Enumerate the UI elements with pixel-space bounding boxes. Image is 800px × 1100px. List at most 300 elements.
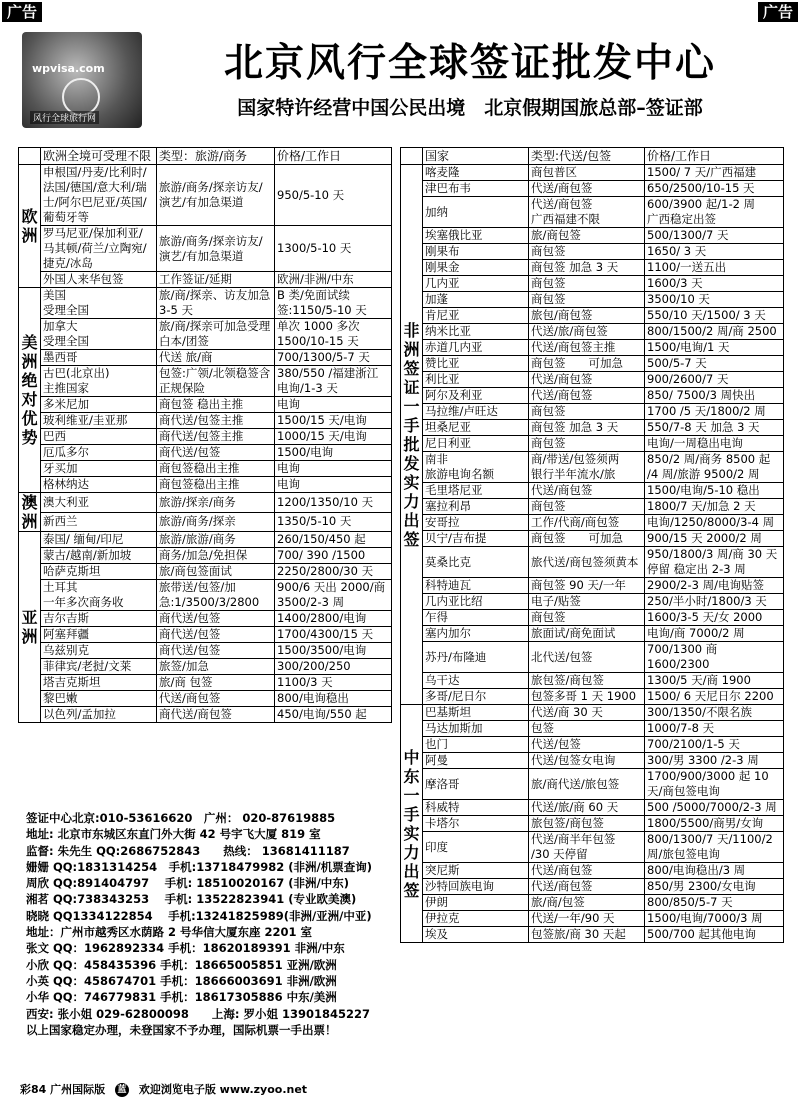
type-cell: 商包签 加急 3 天 <box>529 260 645 276</box>
header-blank-cell <box>19 148 41 165</box>
price-cell: 700/1300/5-7 天 <box>275 350 392 366</box>
table-row <box>401 197 784 228</box>
table-row <box>401 626 784 642</box>
price-cell: B 类/免面试续签:1150/5-10 天 <box>275 288 392 319</box>
table-row <box>19 272 392 288</box>
country-cell: 加拿大 受理全国 <box>41 319 157 350</box>
logo-brand: 风行全球旅行网 <box>30 111 99 124</box>
footer-paper: 广州国际版 <box>50 1083 106 1096</box>
logo-site: wpvisa.com <box>32 62 105 75</box>
table-row <box>19 319 392 350</box>
price-cell: 950/5-10 天 <box>275 165 392 226</box>
type-cell: 旅/商/探亲、访友加急 3-5 天 <box>157 288 275 319</box>
country-cell: 厄瓜多尔 <box>41 445 157 461</box>
type-cell: 包签旅/商 30 天起 <box>529 927 645 943</box>
country-cell: 赞比亚 <box>423 356 529 372</box>
price-cell: 1700/4300/15 天 <box>275 627 392 643</box>
country-cell: 澳大利亚 <box>41 493 157 513</box>
type-cell: 旅带送/包签/加急:1/3500/3/2800 <box>157 580 275 611</box>
table-row <box>401 420 784 436</box>
header-cell: 价格/工作日 <box>275 148 392 165</box>
country-cell: 牙买加 <box>41 461 157 477</box>
table-row <box>401 879 784 895</box>
price-cell: 550/7-8 天 加急 3 天 <box>645 420 784 436</box>
price-cell: 电询/商 7000/2 周 <box>645 626 784 642</box>
price-cell: 500/700 起其他电询 <box>645 927 784 943</box>
table-row <box>19 691 392 707</box>
price-cell: 1500/电询/1 天 <box>645 340 784 356</box>
country-cell: 吉尔吉斯 <box>41 611 157 627</box>
header-blank-cell <box>401 148 423 165</box>
type-cell: 包签多哥 1 天 1900 <box>529 689 645 705</box>
price-cell: 2900/2-3 周/电询贴签 <box>645 578 784 594</box>
country-cell: 乌干达 <box>423 673 529 689</box>
country-cell: 黎巴嫩 <box>41 691 157 707</box>
table-row <box>19 643 392 659</box>
table-row <box>19 165 392 226</box>
price-cell: 1000/7-8 天 <box>645 721 784 737</box>
type-cell: 商/带送/包签须两 银行半年流水/旅 <box>529 452 645 483</box>
type-cell: 北代送/包签 <box>529 642 645 673</box>
table-row <box>19 477 392 493</box>
type-cell: 代送/商包签 <box>529 879 645 895</box>
price-cell: 1500/电询/7000/3 周 <box>645 911 784 927</box>
country-cell: 加纳 <box>423 197 529 228</box>
table-row <box>401 165 784 181</box>
price-cell: 1100/一送五出 <box>645 260 784 276</box>
price-cell: 600/3900 起/1-2 周 广西稳定出签 <box>645 197 784 228</box>
country-cell: 苏丹/布隆迪 <box>423 642 529 673</box>
header-cell: 欧洲全境可受理不限 <box>41 148 157 165</box>
type-cell: 旅签/加急 <box>157 659 275 675</box>
contact-line: 小欣 QQ：458435396 手机：18665005851 亚洲/欧洲 <box>26 957 337 972</box>
table-row <box>401 927 784 943</box>
price-cell: 650/2500/10-15 天 <box>645 181 784 197</box>
price-cell: 900/15 天 2000/2 周 <box>645 531 784 547</box>
type-cell: 商代送/包签 <box>157 627 275 643</box>
country-cell: 喀麦隆 <box>423 165 529 181</box>
country-cell: 摩洛哥 <box>423 769 529 800</box>
price-cell: 260/150/450 起 <box>275 532 392 548</box>
type-cell: 旅/商/包签 <box>529 895 645 911</box>
table-row <box>401 356 784 372</box>
table-row <box>401 181 784 197</box>
type-cell: 代送/商半年包签 /30 天停留 <box>529 832 645 863</box>
type-cell: 商代送/包签 <box>157 611 275 627</box>
price-cell: 欧洲/非洲/中东 <box>275 272 392 288</box>
price-cell: 1500/15 天/电询 <box>275 413 392 429</box>
country-cell: 乍得 <box>423 610 529 626</box>
price-cell: 700/ 390 /1500 <box>275 548 392 564</box>
country-cell: 塞拉利昂 <box>423 499 529 515</box>
table-row <box>401 244 784 260</box>
table-row <box>19 350 392 366</box>
table-row <box>19 611 392 627</box>
ad-label-right: 广告 <box>758 2 798 22</box>
type-cell: 旅/商代送/旅包签 <box>529 769 645 800</box>
table-row <box>401 531 784 547</box>
country-cell: 莫桑比克 <box>423 547 529 578</box>
price-cell: 1400/2800/电询 <box>275 611 392 627</box>
country-cell: 玻利维亚/圭亚那 <box>41 413 157 429</box>
price-cell: 电询/1250/8000/3-4 周 <box>645 515 784 531</box>
price-cell: 1800/7 天/加急 2 天 <box>645 499 784 515</box>
country-cell: 塞内加尔 <box>423 626 529 642</box>
country-cell: 突尼斯 <box>423 863 529 879</box>
table-row <box>19 548 392 564</box>
country-cell: 新西兰 <box>41 512 157 532</box>
contact-line: 签证中心北京:010-53616620 广州： 020-87619885 <box>26 811 336 825</box>
type-cell: 旅/商包签 <box>529 228 645 244</box>
contact-line: 湘茗 QQ:738343253 手机: 13522823941 (专业欧美澳) <box>26 892 357 907</box>
country-cell: 多米尼加 <box>41 397 157 413</box>
country-cell: 外国人来华包签 <box>41 272 157 288</box>
type-cell: 旅游/商务/探亲 <box>157 512 275 532</box>
type-cell: 电子/贴签 <box>529 594 645 610</box>
country-cell: 塔吉克斯坦 <box>41 675 157 691</box>
type-cell: 代送/商包签主推 <box>529 340 645 356</box>
table-row <box>19 627 392 643</box>
price-cell: 950/1800/3 周/商 30 天 停留 稳定出 2-3 周 <box>645 547 784 578</box>
country-cell: 马拉维/卢旺达 <box>423 404 529 420</box>
contact-line: 以上国家稳定办理，未登国家不予办理，国际机票一手出票！ <box>26 1022 337 1037</box>
type-cell: 商包签 90 天/一年 <box>529 578 645 594</box>
price-cell: 850/男 2300/女电询 <box>645 879 784 895</box>
table-row <box>401 642 784 673</box>
type-cell: 旅包/商包签 <box>529 308 645 324</box>
type-cell: 代送/商包签 <box>529 372 645 388</box>
type-cell: 代送/商 30 天 <box>529 705 645 721</box>
contact-line: 地址：广州市越秀区水荫路 2 号华信大厦东座 2201 室 <box>26 925 313 940</box>
table-row <box>401 515 784 531</box>
type-cell: 旅/商/探亲可加急受理白本/团签 <box>157 319 275 350</box>
header-cell: 价格/工作日 <box>645 148 784 165</box>
contact-line: 小英 QQ：458674701 手机：18666003691 非洲/欧洲 <box>26 973 337 988</box>
country-cell: 加蓬 <box>423 292 529 308</box>
region-label: 澳 洲 <box>19 493 41 532</box>
table-row <box>401 594 784 610</box>
region-label: 亚 洲 <box>19 532 41 723</box>
country-cell: 刚果布 <box>423 244 529 260</box>
page-subtitle: 国家特许经营中国公民出境 北京假期国旅总部–签证部 <box>237 97 703 119</box>
price-cell: 300/男 3300 /2-3 周 <box>645 753 784 769</box>
price-cell: 3500/10 天 <box>645 292 784 308</box>
table-row <box>401 578 784 594</box>
country-cell: 贝宁/吉布提 <box>423 531 529 547</box>
table-row <box>401 547 784 578</box>
table-row <box>401 863 784 879</box>
price-cell: 300/1350/不限名族 <box>645 705 784 721</box>
type-cell: 旅游/旅游/商务 <box>157 532 275 548</box>
country-cell: 古巴(北京出) 主推国家 <box>41 366 157 397</box>
country-cell: 科威特 <box>423 800 529 816</box>
country-cell: 巴西 <box>41 429 157 445</box>
country-cell: 印度 <box>423 832 529 863</box>
table-row <box>401 800 784 816</box>
price-cell: 550/10 天/1500/ 3 天 <box>645 308 784 324</box>
type-cell: 商包签 可加急 <box>529 356 645 372</box>
table-row <box>401 832 784 863</box>
price-cell: 电询 <box>275 397 392 413</box>
type-cell: 商包签 <box>529 244 645 260</box>
table-row <box>401 340 784 356</box>
country-cell: 利比亚 <box>423 372 529 388</box>
table-row <box>401 753 784 769</box>
price-cell: 800/1300/7 天/1100/2 周/旅包签电询 <box>645 832 784 863</box>
type-cell: 旅包签/商包签 <box>529 673 645 689</box>
table-row <box>401 673 784 689</box>
type-cell: 工作/代商/商包签 <box>529 515 645 531</box>
price-cell: 1700 /5 天/1800/2 周 <box>645 404 784 420</box>
type-cell: 商代送/包签 <box>157 445 275 461</box>
table-row <box>19 707 392 723</box>
country-cell: 赤道几内亚 <box>423 340 529 356</box>
country-cell: 罗马尼亚/保加利亚/马其顿/荷兰/立陶宛/捷克/冰岛 <box>41 226 157 272</box>
price-cell: 850/2 周/商务 8500 起 /4 周/旅游 9500/2 周 <box>645 452 784 483</box>
table-row <box>19 493 392 513</box>
price-cell: 900/2600/7 天 <box>645 372 784 388</box>
country-cell: 几内亚比绍 <box>423 594 529 610</box>
country-cell: 申根国/丹麦/比利时/法国/德国/意大利/瑞士/阿尔巴尼亚/英国/葡萄牙等 <box>41 165 157 226</box>
table-header-row <box>401 148 784 165</box>
table-row <box>401 324 784 340</box>
type-cell: 商包普区 <box>529 165 645 181</box>
type-cell: 商包签 稳出主推 <box>157 397 275 413</box>
header-cell: 国家 <box>423 148 529 165</box>
price-cell: 电询 <box>275 461 392 477</box>
type-cell: 代送/商包签 <box>529 181 645 197</box>
type-cell: 代送/包签女电询 <box>529 753 645 769</box>
table-row <box>19 512 392 532</box>
header-cell: 类型：旅游/商务 <box>157 148 275 165</box>
table-row <box>401 816 784 832</box>
price-cell: 1500/ 6 天尼日尔 2200 <box>645 689 784 705</box>
type-cell: 旅面试/商免面试 <box>529 626 645 642</box>
country-cell: 刚果金 <box>423 260 529 276</box>
type-cell: 代送/包签 <box>529 737 645 753</box>
table-row <box>401 483 784 499</box>
price-cell: 1500/电询 <box>275 445 392 461</box>
contact-line: 张文 QQ：1962892334 手机：18620189391 非洲/中东 <box>26 941 345 956</box>
type-cell: 代送/商包签 <box>529 863 645 879</box>
country-cell: 几内亚 <box>423 276 529 292</box>
price-cell: 电询 <box>275 477 392 493</box>
table-row <box>401 260 784 276</box>
contact-line: 地址: 北京市东城区东直门外大街 42 号宇飞大厦 819 室 <box>26 827 321 842</box>
contact-line: 晓晓 QQ1334122854 手机:13241825989(非洲/亚洲/中亚) <box>26 908 372 923</box>
price-cell: 1500/3500/电询 <box>275 643 392 659</box>
type-cell: 旅/商包签面试 <box>157 564 275 580</box>
region-label: 中 东 一 手 实 力 出 签 <box>401 705 423 943</box>
price-cell: 2250/2800/30 天 <box>275 564 392 580</box>
type-cell: 商务/加急/免担保 <box>157 548 275 564</box>
table-row <box>19 675 392 691</box>
type-cell: 商包签 <box>529 610 645 626</box>
footer-page: 彩84 <box>20 1083 47 1096</box>
type-cell: 商包签 <box>529 292 645 308</box>
type-cell: 旅游/探亲/商务 <box>157 493 275 513</box>
type-cell: 商代送/包签主推 <box>157 429 275 445</box>
table-row <box>19 366 392 397</box>
table-row <box>19 445 392 461</box>
price-cell: 850/ 7500/3 周快出 <box>645 388 784 404</box>
page-title: 北京风行全球签证批发中心 <box>223 41 716 86</box>
country-cell: 阿塞拜疆 <box>41 627 157 643</box>
country-cell: 毛里塔尼亚 <box>423 483 529 499</box>
region-label: 非 洲 签 证 一 手 批 发 实 力 出 签 <box>401 165 423 705</box>
country-cell: 埃及 <box>423 927 529 943</box>
contact-line: 西安: 张小姐 029-62800098 上海: 罗小姐 13901845227 <box>26 1006 371 1021</box>
table-row <box>401 689 784 705</box>
price-cell: 500/5-7 天 <box>645 356 784 372</box>
country-cell: 伊朗 <box>423 895 529 911</box>
type-cell: 代送/旅/商 60 天 <box>529 800 645 816</box>
type-cell: 代送/一年/90 天 <box>529 911 645 927</box>
country-cell: 纳米比亚 <box>423 324 529 340</box>
price-cell: 450/电询/550 起 <box>275 707 392 723</box>
price-cell: 1300/5-10 天 <box>275 226 392 272</box>
country-cell: 以色列/孟加拉 <box>41 707 157 723</box>
price-cell: 1650/ 3 天 <box>645 244 784 260</box>
table-row <box>401 610 784 626</box>
price-cell: 380/550 /福建浙江电询/1-3 天 <box>275 366 392 397</box>
table-row <box>19 413 392 429</box>
price-cell: 300/200/250 <box>275 659 392 675</box>
table-row <box>19 288 392 319</box>
price-cell: 1500/电询/5-10 稳出 <box>645 483 784 499</box>
price-cell: 800/电询稳出/3 周 <box>645 863 784 879</box>
country-cell: 阿尔及利亚 <box>423 388 529 404</box>
contact-line: 监督: 朱先生 QQ:2686752843 热线： 13681411187 <box>26 843 350 858</box>
table-row <box>401 737 784 753</box>
contact-line: 周欣 QQ:891404797 手机: 18510020167 (非洲/中东) <box>26 876 350 891</box>
price-cell: 1800/5500/商男/女询 <box>645 816 784 832</box>
country-cell: 尼日利亚 <box>423 436 529 452</box>
table-row <box>401 388 784 404</box>
company-logo <box>22 32 142 128</box>
price-cell: 700/2100/1-5 天 <box>645 737 784 753</box>
price-cell: 电询/一周稳出电询 <box>645 436 784 452</box>
table-row <box>401 276 784 292</box>
region-label: 欧 洲 <box>19 165 41 288</box>
price-cell: 500/1300/7 天 <box>645 228 784 244</box>
country-cell: 泰国/ 缅甸/印尼 <box>41 532 157 548</box>
price-cell: 1600/3 天 <box>645 276 784 292</box>
country-cell: 土耳其 一年多次商务收 <box>41 580 157 611</box>
country-cell: 阿曼 <box>423 753 529 769</box>
table-row <box>401 308 784 324</box>
price-cell: 单次 1000 多次1500/10-15 天 <box>275 319 392 350</box>
type-cell: 商包签 <box>529 276 645 292</box>
type-cell: 代送/商包签 <box>529 483 645 499</box>
country-cell: 科特迪瓦 <box>423 578 529 594</box>
type-cell: 代送 旅/商 <box>157 350 275 366</box>
price-cell: 1350/5-10 天 <box>275 512 392 532</box>
contact-line: 小华 QQ：746779831 手机：18617305886 中东/美洲 <box>26 990 337 1005</box>
price-cell: 1700/900/3000 起 10 天/商包签电询 <box>645 769 784 800</box>
table-header-row <box>19 148 392 165</box>
table-row <box>401 721 784 737</box>
table-row <box>401 436 784 452</box>
page-footer <box>20 1081 780 1097</box>
table-row <box>19 226 392 272</box>
type-cell: 商包签稳出主推 <box>157 461 275 477</box>
price-cell: 1100/3 天 <box>275 675 392 691</box>
type-cell: 旅代送/商包签须黄本 <box>529 547 645 578</box>
table-row <box>19 429 392 445</box>
country-cell: 南非 旅游电询名额 <box>423 452 529 483</box>
country-cell: 沙特回族电询 <box>423 879 529 895</box>
type-cell: 商包签 加急 3 天 <box>529 420 645 436</box>
type-cell: 商包签 <box>529 404 645 420</box>
country-cell: 埃塞俄比亚 <box>423 228 529 244</box>
header-cell: 类型:代送/包签 <box>529 148 645 165</box>
type-cell: 包签:广领/北领稳签含正规保险 <box>157 366 275 397</box>
type-cell: 工作签证/延期 <box>157 272 275 288</box>
table-row <box>401 705 784 721</box>
country-cell: 哈萨克斯坦 <box>41 564 157 580</box>
type-cell: 商代送/商包签 <box>157 707 275 723</box>
type-cell: 代送/旅/商包签 <box>529 324 645 340</box>
type-cell: 旅游/商务/探亲访友/演艺/有加急渠道 <box>157 226 275 272</box>
table-row <box>401 404 784 420</box>
right-visa-table <box>400 147 784 943</box>
country-cell: 多哥/尼日尔 <box>423 689 529 705</box>
type-cell: 代送/商包签 <box>157 691 275 707</box>
type-cell: 商代送/包签主推 <box>157 413 275 429</box>
country-cell: 也门 <box>423 737 529 753</box>
contact-info <box>26 810 398 1038</box>
country-cell: 巴基斯坦 <box>423 705 529 721</box>
country-cell: 安哥拉 <box>423 515 529 531</box>
type-cell: 代送/商包签 <box>529 388 645 404</box>
country-cell: 菲律宾/老挝/文莱 <box>41 659 157 675</box>
price-cell: 1200/1350/10 天 <box>275 493 392 513</box>
type-cell: 包签 <box>529 721 645 737</box>
table-row <box>19 532 392 548</box>
country-cell: 美国 受理全国 <box>41 288 157 319</box>
price-cell: 1600/3-5 天/女 2000 <box>645 610 784 626</box>
type-cell: 代送/商包签 广西福建不限 <box>529 197 645 228</box>
price-cell: 1300/5 天/商 1900 <box>645 673 784 689</box>
table-row <box>401 769 784 800</box>
table-row <box>19 659 392 675</box>
contact-line: 姗姗 QQ:1831314254 手机:13718479982 (非洲/机票查询) <box>26 859 373 874</box>
table-row <box>19 461 392 477</box>
table-row <box>401 911 784 927</box>
price-cell: 800/850/5-7 天 <box>645 895 784 911</box>
country-cell: 墨西哥 <box>41 350 157 366</box>
table-row <box>401 372 784 388</box>
country-cell: 马达加斯加 <box>423 721 529 737</box>
country-cell: 乌兹别克 <box>41 643 157 659</box>
country-cell: 肯尼亚 <box>423 308 529 324</box>
price-cell: 500 /5000/7000/2-3 周 <box>645 800 784 816</box>
type-cell: 旅包签/商包签 <box>529 816 645 832</box>
left-visa-table <box>18 147 392 723</box>
price-cell: 250/半小时/1800/3 天 <box>645 594 784 610</box>
type-cell: 商包签稳出主推 <box>157 477 275 493</box>
country-cell: 格林纳达 <box>41 477 157 493</box>
table-row <box>19 397 392 413</box>
type-cell: 商包签 <box>529 436 645 452</box>
type-cell: 商包签 <box>529 499 645 515</box>
type-cell: 旅游/商务/探亲访友/演艺/有加急渠道 <box>157 165 275 226</box>
type-cell: 商代送/包签 <box>157 643 275 659</box>
country-cell: 卡塔尔 <box>423 816 529 832</box>
country-cell: 坦桑尼亚 <box>423 420 529 436</box>
table-row <box>401 499 784 515</box>
